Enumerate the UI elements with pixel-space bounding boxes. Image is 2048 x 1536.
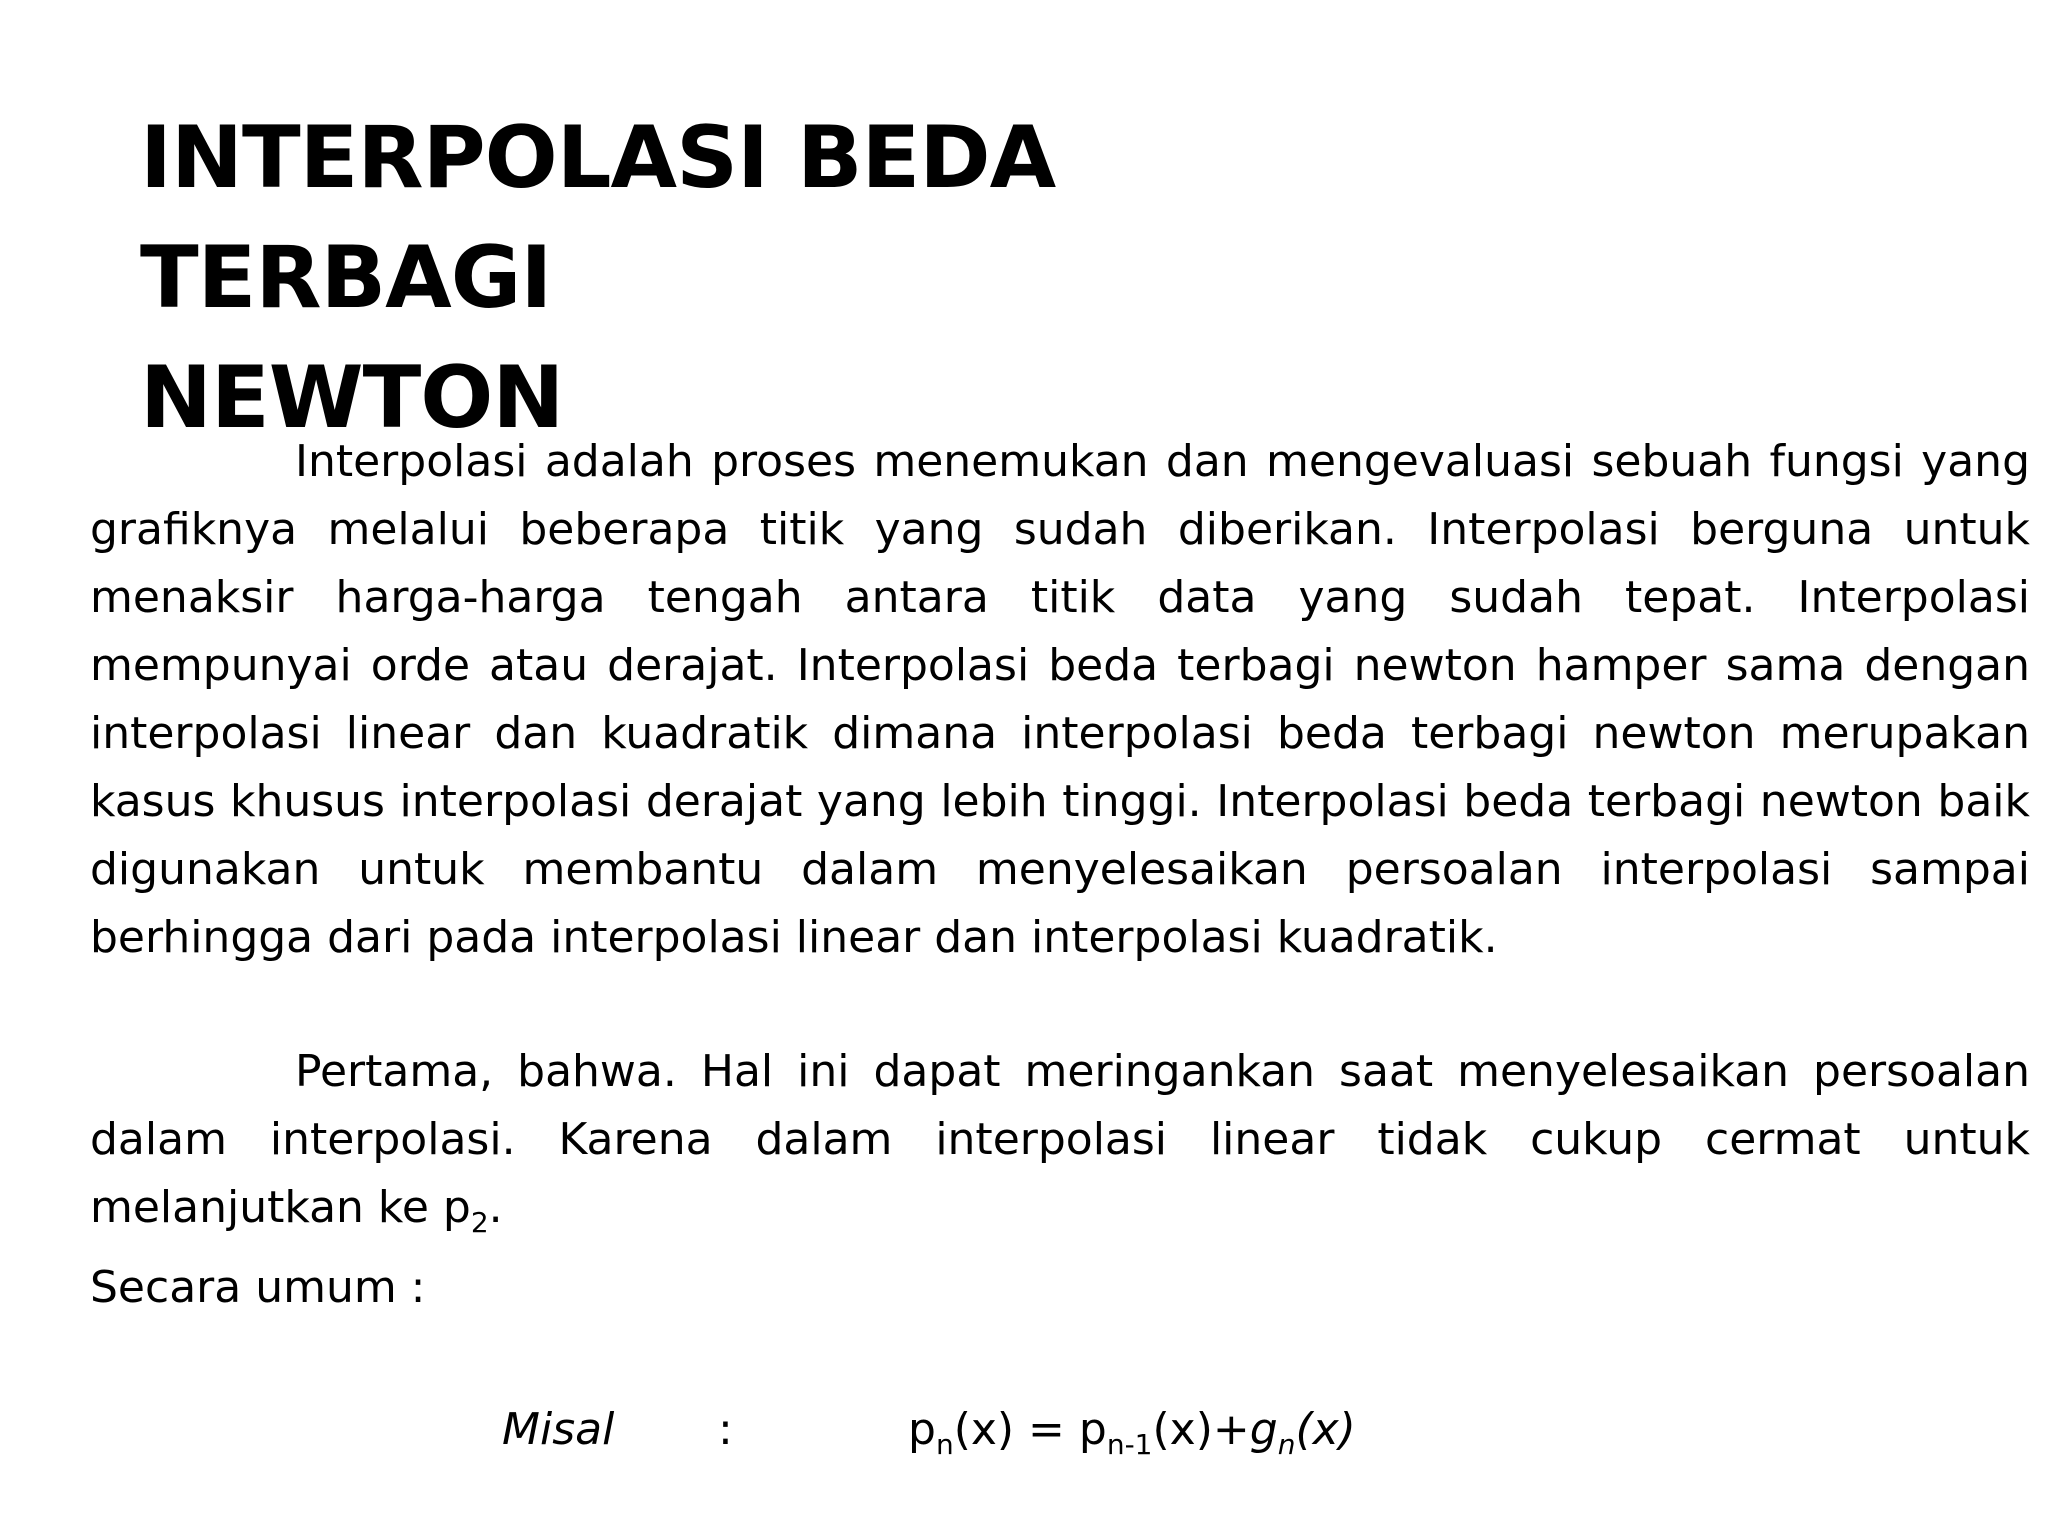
title-line-1: INTERPOLASI BEDA TERBAGI	[140, 108, 1056, 328]
paragraph-pertama-text: Pertama, bahwa. Hal ini dapat meringankan saat menyelesaikan persoalan dalam interpolasi. Karena dalam interpolasi linear tidak cukup cermat untuk melanjutkan ke p	[90, 1046, 2030, 1233]
slide-body	[90, 428, 2030, 1322]
formula-colon: :	[718, 1404, 733, 1455]
formula-g-sub-n: n	[1277, 1428, 1296, 1461]
formula-sub-n-minus-1: n-1	[1106, 1428, 1153, 1461]
formula-sub-n: n	[935, 1428, 954, 1461]
formula-p: p	[908, 1404, 936, 1455]
formula-g-sub	[1278, 1428, 1296, 1461]
paragraph-pertama	[90, 1038, 2030, 1242]
formula-middle-1: (x) = p	[953, 1404, 1107, 1455]
general-label: Secara umum :	[90, 1262, 426, 1313]
formula-middle-2: (x)+	[1152, 1404, 1250, 1455]
misal-label: Misal	[502, 1404, 615, 1455]
paragraph-pertama-subscript: 2	[470, 1206, 489, 1239]
title-line-2: NEWTON	[140, 348, 564, 448]
paragraph-interpolasi-definition: Interpolasi adalah proses menemukan dan mengevaluasi sebuah fungsi yang grafiknya melalui beberapa titik yang sudah diberikan. Interpolasi berguna untuk menaksir harga-harga tengah antara titik data yang sudah tepat. Interpolasi mempunyai orde atau derajat. Interpolasi beda terbagi newton hamper sama dengan interpolasi linear dan kuadratik dimana interpolasi beda terbagi newton merupakan kasus khusus interpolasi derajat yang lebih tinggi. Interpolasi beda terbagi newton baik digunakan untuk membantu dalam menyelesaikan persoalan interpolasi sampai berhingga dari pada interpolasi linear dan interpolasi kuadratik.	[90, 436, 2030, 963]
slide-title	[140, 98, 1440, 458]
formula-end: (x)	[1295, 1404, 1356, 1455]
newton-formula	[908, 1395, 1356, 1465]
formula-g: g	[1249, 1404, 1278, 1455]
formula-row	[0, 1395, 2048, 1465]
paragraph-pertama-end: .	[488, 1182, 503, 1233]
